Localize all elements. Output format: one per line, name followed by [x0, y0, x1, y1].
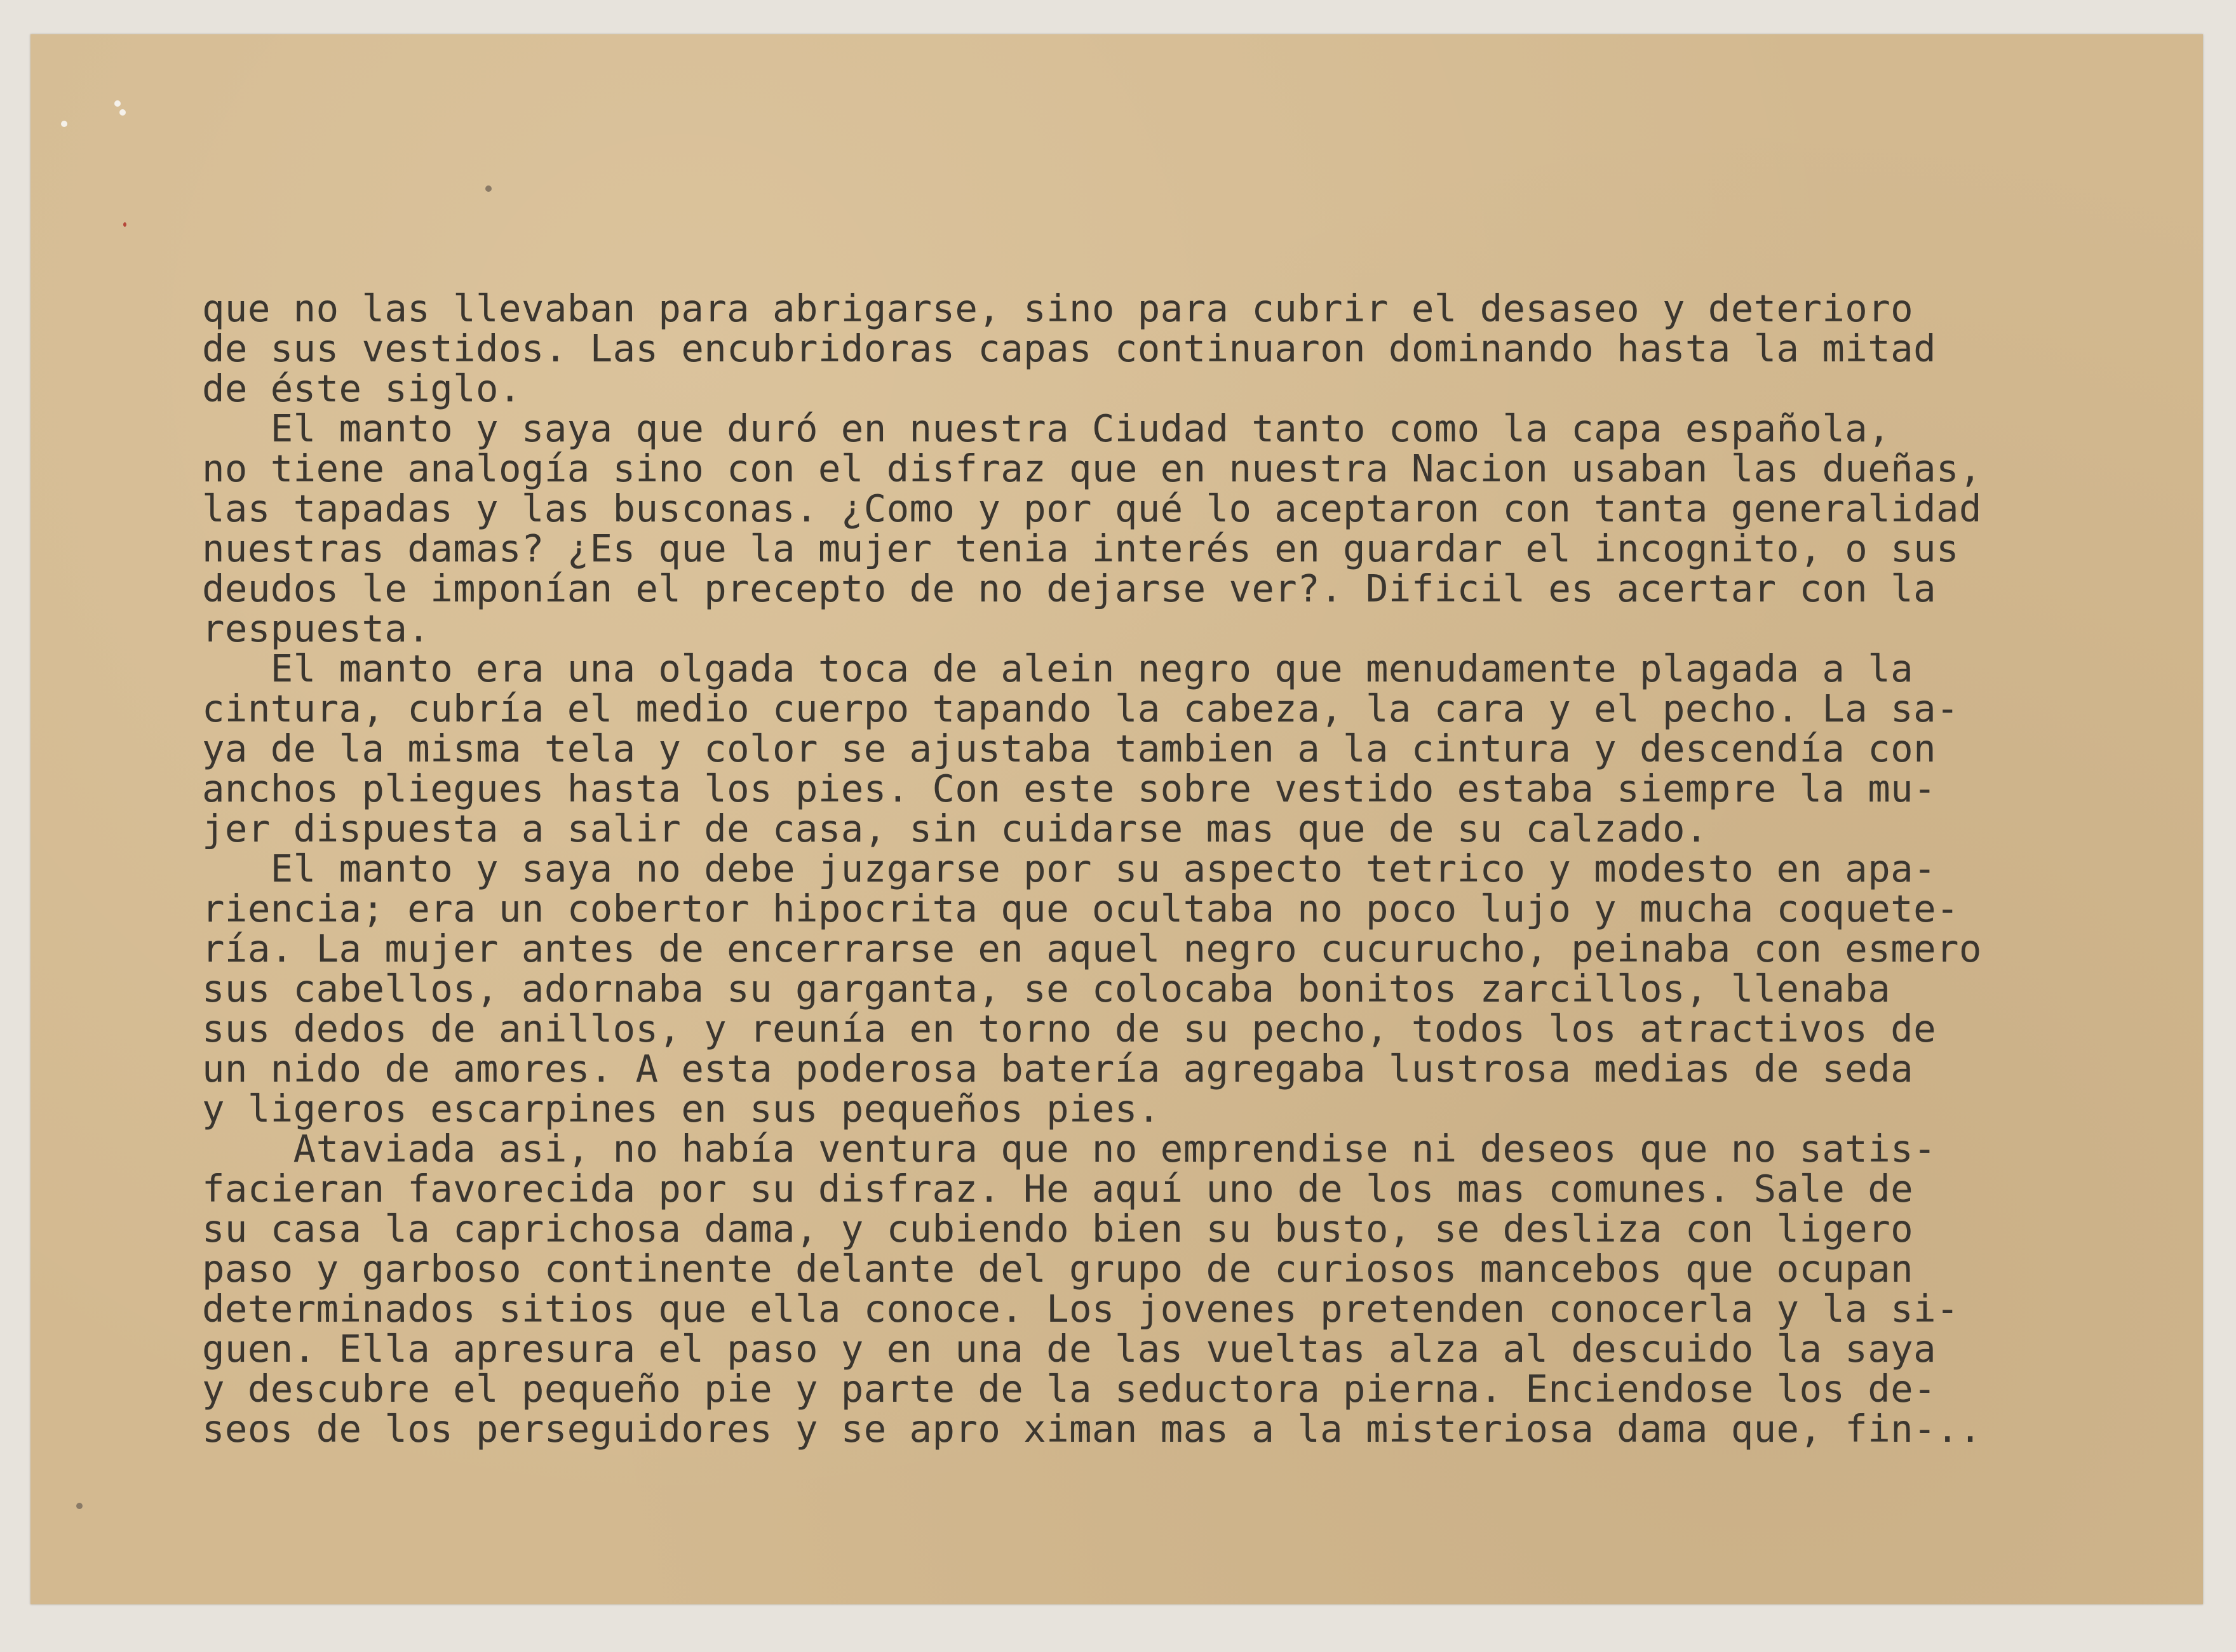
text-line: guen. Ella apresura el paso y en una de las vueltas alza al descuido la saya	[202, 1327, 1936, 1371]
paper-speck	[76, 1503, 83, 1509]
typewritten-page	[30, 34, 2203, 1604]
text-line: respuesta.	[202, 607, 431, 650]
text-line: sus cabellos, adornaba su garganta, se colocaba bonitos zarcillos, llenaba	[202, 967, 1891, 1011]
text-line: de sus vestidos. Las encubridoras capas continuaron dominando hasta la mitad	[202, 326, 1936, 370]
text-line: El manto y saya no debe juzgarse por su aspecto tetrico y modesto en apa-	[202, 847, 1936, 890]
paper-hole-mark	[61, 121, 67, 127]
text-line: cintura, cubría el medio cuerpo tapando la cabeza, la cara y el pecho. La sa-	[202, 687, 1959, 730]
text-line: un nido de amores. A esta poderosa batería agregaba lustrosa medias de seda	[202, 1047, 1914, 1091]
text-line: El manto y saya que duró en nuestra Ciudad tanto como la capa española,	[202, 406, 1891, 450]
typed-text-body	[202, 288, 2235, 1449]
text-line: determinados sitios que ella conoce. Los jovenes pretenden conocerla y la si-	[202, 1287, 1959, 1331]
text-line: ría. La mujer antes de encerrarse en aquel negro cucurucho, peinaba con esmero	[202, 927, 1982, 970]
text-line: las tapadas y las busconas. ¿Como y por qué lo aceptaron con tanta generalidad	[202, 487, 1982, 530]
text-line: seos de los perseguidores y se apro ximan mas a la misteriosa dama que, fin-..	[202, 1407, 1982, 1451]
text-line: riencia; era un cobertor hipocrita que ocultaba no poco lujo y mucha coquete-	[202, 887, 1959, 930]
text-line: ya de la misma tela y color se ajustaba tambien a la cintura y descendía con	[202, 727, 1936, 770]
text-line: facieran favorecida por su disfraz. He aquí uno de los mas comunes. Sale de	[202, 1167, 1914, 1211]
text-line: su casa la caprichosa dama, y cubiendo bien su busto, se desliza con ligero	[202, 1207, 1914, 1251]
text-line: Ataviada asi, no había ventura que no emprendise ni deseos que no satis-	[202, 1127, 1936, 1171]
text-line: y descubre el pequeño pie y parte de la seductora pierna. Enciendose los de-	[202, 1367, 1936, 1411]
text-line: y ligeros escarpines en sus pequeños pies.	[202, 1087, 1161, 1131]
paper-speck	[123, 222, 126, 227]
text-line: deudos le imponían el precepto de no dejarse ver?. Dificil es acertar con la	[202, 567, 1936, 610]
text-line: paso y garboso continente delante del grupo de curiosos mancebos que ocupan	[202, 1247, 1914, 1291]
text-line: sus dedos de anillos, y reunía en torno de su pecho, todos los atractivos de	[202, 1007, 1936, 1051]
text-line: nuestras damas? ¿Es que la mujer tenia interés en guardar el incognito, o sus	[202, 527, 1959, 570]
text-line: jer dispuesta a salir de casa, sin cuidarse mas que de su calzado.	[202, 807, 1708, 850]
paper-hole-mark	[119, 109, 126, 116]
text-line: El manto era una olgada toca de alein negro que menudamente plagada a la	[202, 647, 1914, 690]
text-line: que no las llevaban para abrigarse, sino para cubrir el desaseo y deterioro	[202, 286, 1914, 330]
paper-hole-mark	[114, 100, 121, 107]
text-line: de éste siglo.	[202, 366, 522, 410]
text-line: no tiene analogía sino con el disfraz que en nuestra Nacion usaban las dueñas,	[202, 447, 1982, 490]
text-line: anchos pliegues hasta los pies. Con este sobre vestido estaba siempre la mu-	[202, 767, 1936, 810]
paper-speck	[485, 185, 492, 192]
